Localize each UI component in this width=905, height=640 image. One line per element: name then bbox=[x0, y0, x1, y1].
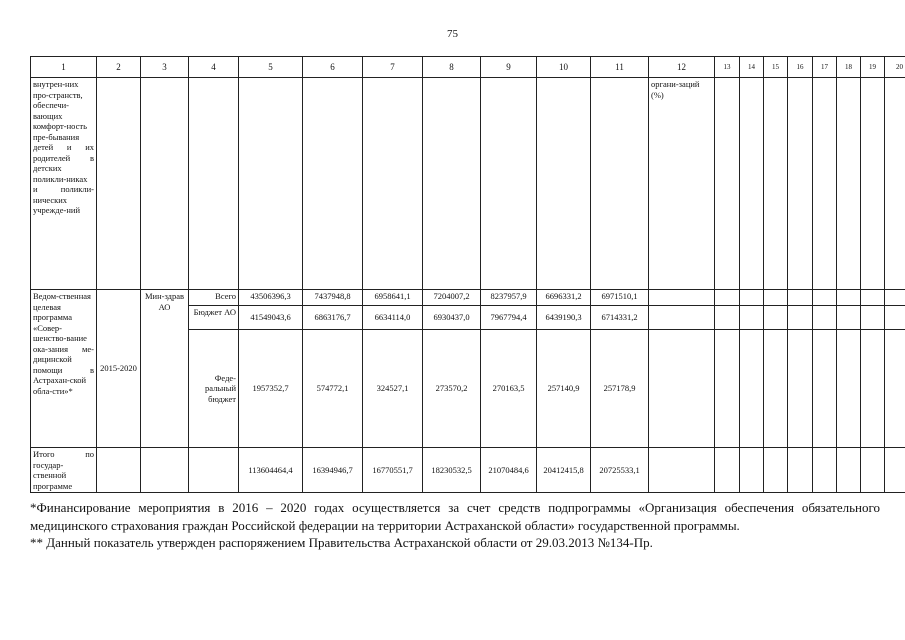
col-header: 15 bbox=[764, 57, 788, 78]
value-cell: 257140,9 bbox=[537, 330, 591, 448]
col-header: 18 bbox=[837, 57, 861, 78]
table-row bbox=[31, 290, 905, 306]
value-cell: 6439190,3 bbox=[537, 306, 591, 330]
footnote-1: *Финансирование мероприятия в 2016 – 2020 годах осуществляется за счет средств подпрограммы «Организация обеспечения обязательного медицинского страхования граждан Российской федерации на территории Астраханской области» государственной программы. bbox=[30, 500, 880, 533]
program-period: 2015-2020 bbox=[97, 290, 141, 448]
page-number: 75 bbox=[447, 28, 458, 40]
funding-source: Феде-ральный бюджет bbox=[189, 330, 239, 448]
program-executor: Мин-здрав АО bbox=[141, 290, 189, 448]
footnote-2: ** Данный показатель утвержден распоряжением Правительства Астраханской области от 29.03.2013 №134-Пр. bbox=[30, 535, 653, 550]
value-cell: 8237957,9 bbox=[481, 290, 537, 306]
total-value: 21070484,6 bbox=[481, 448, 537, 493]
value-cell: 6714331,2 bbox=[591, 306, 649, 330]
value-cell: 273570,2 bbox=[423, 330, 481, 448]
col-header: 6 bbox=[303, 57, 363, 78]
col-header: 12 bbox=[649, 57, 715, 78]
value-cell: 6696331,2 bbox=[537, 290, 591, 306]
col-header: 5 bbox=[239, 57, 303, 78]
value-cell: 6971510,1 bbox=[591, 290, 649, 306]
value-cell: 41549043,6 bbox=[239, 306, 303, 330]
funding-source: Бюджет АО bbox=[189, 306, 239, 330]
col-header: 7 bbox=[363, 57, 423, 78]
value-cell: 7204007,2 bbox=[423, 290, 481, 306]
value-cell: 257178,9 bbox=[591, 330, 649, 448]
col-header: 2 bbox=[97, 57, 141, 78]
value-cell: 43506396,3 bbox=[239, 290, 303, 306]
value-cell: 6930437,0 bbox=[423, 306, 481, 330]
value-cell: 6863176,7 bbox=[303, 306, 363, 330]
total-value: 20412415,8 bbox=[537, 448, 591, 493]
col-header: 11 bbox=[591, 57, 649, 78]
col-header: 9 bbox=[481, 57, 537, 78]
indicator-unit: органи-заций (%) bbox=[649, 78, 715, 290]
value-cell: 270163,5 bbox=[481, 330, 537, 448]
value-cell: 6634114,0 bbox=[363, 306, 423, 330]
table-row bbox=[31, 78, 905, 290]
funding-source: Всего bbox=[189, 290, 239, 306]
value-cell: 7437948,8 bbox=[303, 290, 363, 306]
total-value: 16394946,7 bbox=[303, 448, 363, 493]
col-header: 1 bbox=[31, 57, 97, 78]
value-cell: 6958641,1 bbox=[363, 290, 423, 306]
total-value: 113604464,4 bbox=[239, 448, 303, 493]
header-row bbox=[31, 57, 905, 78]
col-header: 16 bbox=[788, 57, 813, 78]
program-name: Ведом-ственная целевая программа «Совер-шенство-вание ока-зания ме-дицинской помощи в Астрахан-ской обла-сти»* bbox=[31, 290, 97, 448]
col-header: 13 bbox=[715, 57, 740, 78]
col-header: 20 bbox=[885, 57, 905, 78]
col-header: 4 bbox=[189, 57, 239, 78]
total-label: Итого по государ-ственной программе bbox=[31, 448, 97, 493]
value-cell: 1957352,7 bbox=[239, 330, 303, 448]
col-header: 17 bbox=[813, 57, 837, 78]
total-value: 18230532,5 bbox=[423, 448, 481, 493]
total-value: 20725533,1 bbox=[591, 448, 649, 493]
activity-description: внутрен-них про-странств, обеспечи-вающих комфорт-ность пре-бывания детей и их родителей в детских поликли-никах и поликли-нических учрежде-ний bbox=[31, 78, 97, 290]
col-header: 10 bbox=[537, 57, 591, 78]
value-cell: 7967794,4 bbox=[481, 306, 537, 330]
value-cell: 574772,1 bbox=[303, 330, 363, 448]
footnotes bbox=[30, 499, 880, 552]
col-header: 19 bbox=[861, 57, 885, 78]
table-row bbox=[31, 448, 905, 493]
col-header: 8 bbox=[423, 57, 481, 78]
total-value: 16770551,7 bbox=[363, 448, 423, 493]
budget-table bbox=[30, 56, 905, 493]
col-header: 14 bbox=[740, 57, 764, 78]
col-header: 3 bbox=[141, 57, 189, 78]
value-cell: 324527,1 bbox=[363, 330, 423, 448]
